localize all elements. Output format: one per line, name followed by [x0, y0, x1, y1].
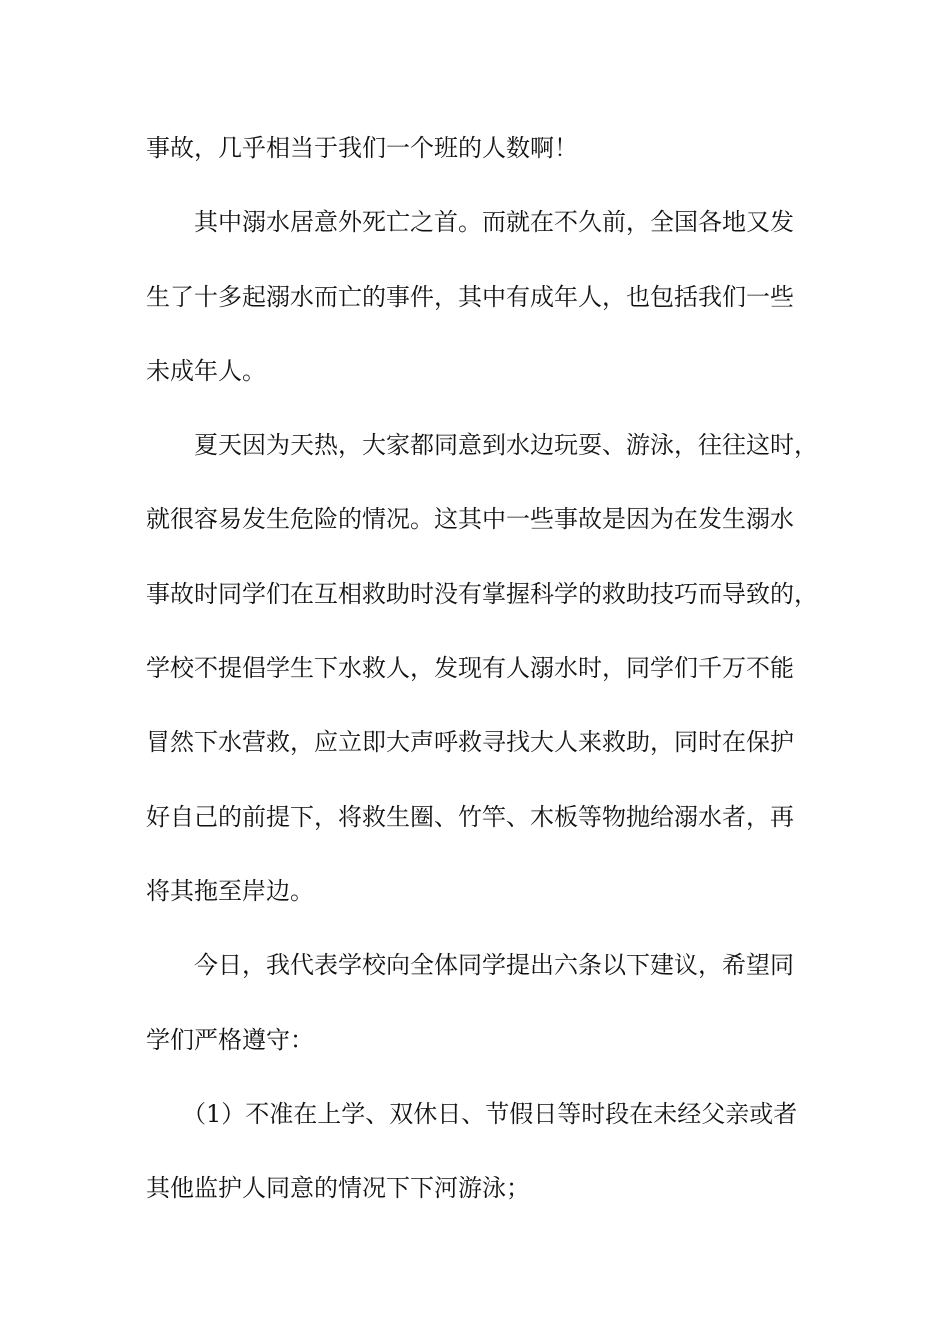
body-text	[146, 130, 826, 1244]
text-line-3: 生了十多起溺水而亡的事件，其中有成年人，也包括我们一些	[146, 282, 794, 311]
text-line-14: （1）不准在上学、双休日、节假日等时段在未经父亲或者	[182, 1099, 798, 1128]
text-line-9: 冒然下水营救，应立即大声呼救寻找大人来救助，同时在保护	[146, 728, 794, 757]
text-line-12: 今日，我代表学校向全体同学提出六条以下建议，希望同	[194, 951, 794, 980]
text-line-2: 其中溺水居意外死亡之首。而就在不久前，全国各地又发	[194, 208, 794, 237]
text-line-15: 其他监护人同意的情况下下河游泳；	[146, 1174, 530, 1203]
text-line-1: 事故，几乎相当于我们一个班的人数啊！	[146, 134, 578, 162]
text-line-4: 未成年人。	[146, 356, 266, 385]
text-line-7: 事故时同学们在互相救助时没有掌握科学的救助技巧而导致的，	[146, 579, 818, 608]
text-line-10: 好自己的前提下，将救生圈、竹竿、木板等物抛给溺水者，再	[146, 802, 794, 831]
text-line-6: 就很容易发生危险的情况。这其中一些事故是因为在发生溺水	[146, 505, 794, 534]
text-line-13: 学们严格遵守：	[146, 1025, 314, 1054]
text-line-8: 学校不提倡学生下水救人，发现有人溺水时，同学们千万不能	[146, 654, 794, 683]
text-line-11: 将其拖至岸边。	[146, 876, 314, 905]
text-line-5: 夏天因为天热，大家都同意到水边玩耍、游泳，往往这时，	[194, 431, 818, 460]
